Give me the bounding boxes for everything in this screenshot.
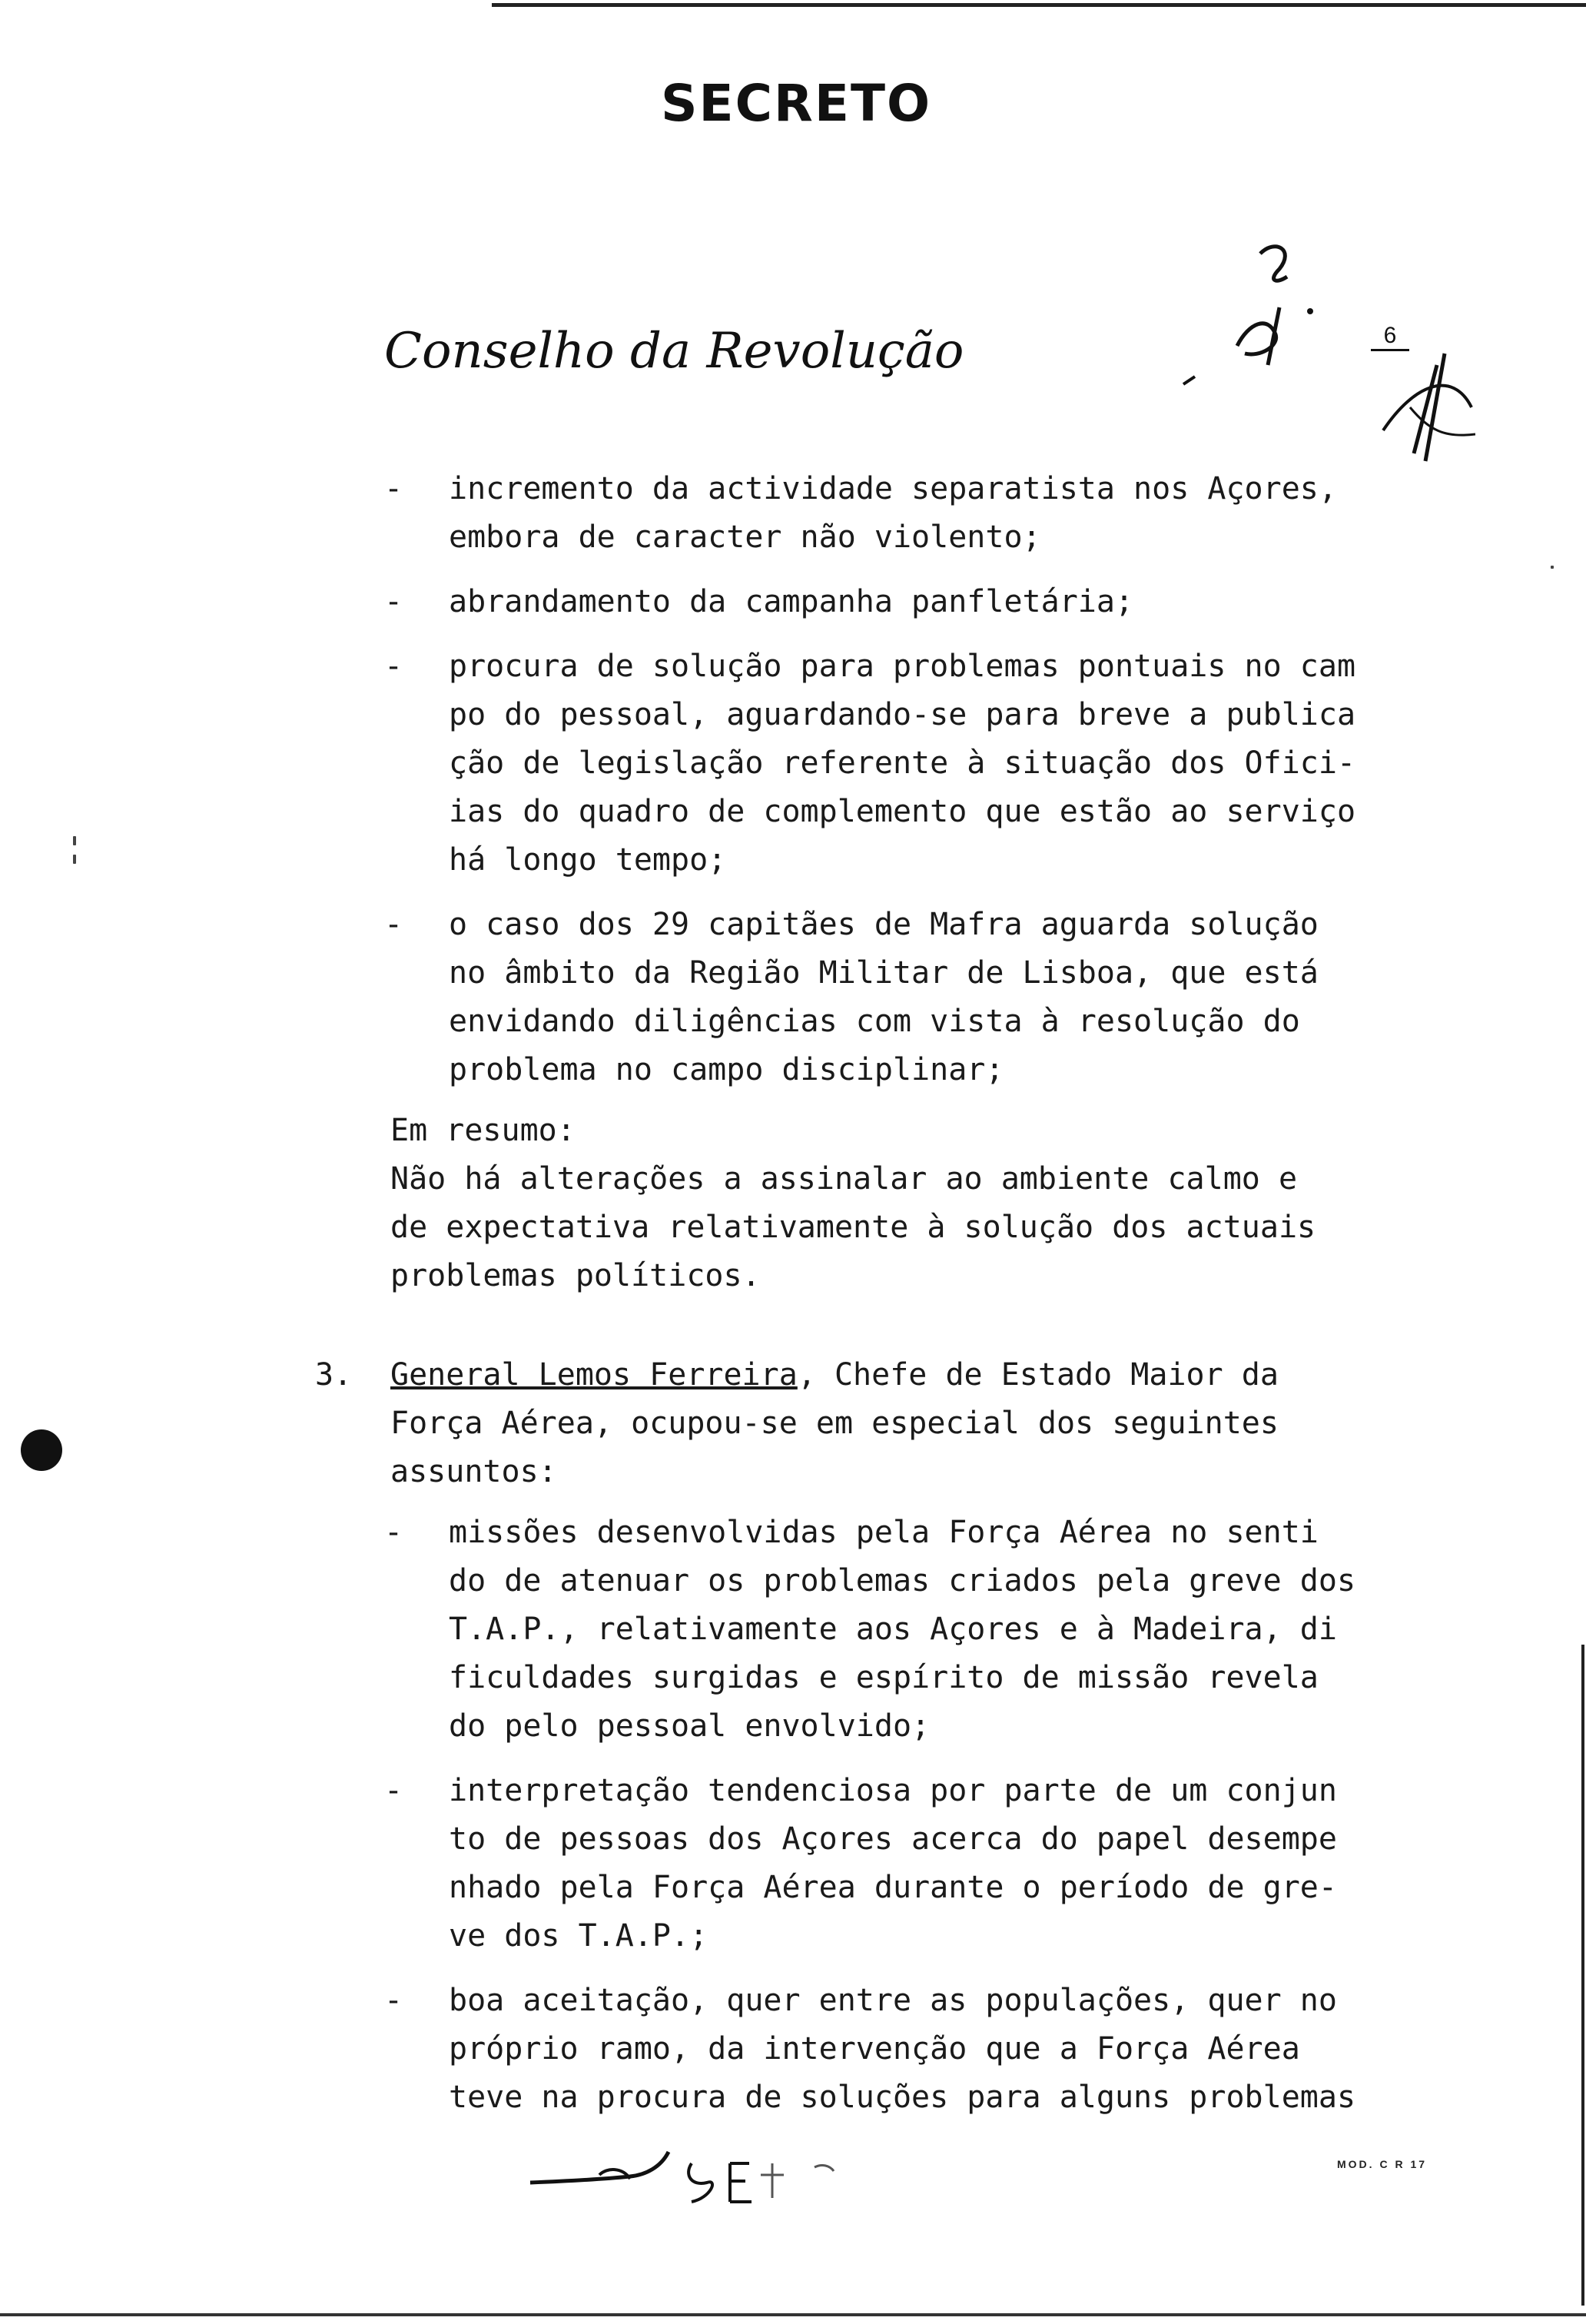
line: envidando diligências com vista à resolução do <box>449 1004 1300 1039</box>
signature-scribble <box>507 2121 907 2213</box>
dash: - <box>384 1515 403 1550</box>
scan-speck <box>1551 566 1554 569</box>
list-item-text <box>449 901 1460 1094</box>
line-rest: , Chefe de Estado Maior da <box>797 1357 1279 1393</box>
line: há longo tempo; <box>449 842 727 878</box>
list-item <box>384 901 1460 1094</box>
line: do pelo pessoal envolvido; <box>449 1708 931 1744</box>
line <box>390 1351 1279 1399</box>
line: embora de caracter não violento; <box>449 520 1041 555</box>
general-name: General Lemos Ferreira <box>390 1357 798 1393</box>
bottom-rule <box>0 2313 1586 2316</box>
list-item <box>384 578 1460 626</box>
scan-speck <box>73 836 76 845</box>
list-item-text <box>449 1509 1460 1751</box>
item-3-list <box>384 1509 1460 2138</box>
list-item <box>384 1977 1460 2122</box>
dash: - <box>384 1983 403 2018</box>
scan-speck <box>73 855 76 864</box>
list-item <box>384 1767 1460 1960</box>
page-number: 6 <box>1371 323 1409 351</box>
right-edge-mark <box>1581 1645 1584 2306</box>
line: Não há alterações a assinalar ao ambiente calmo e <box>390 1161 1298 1197</box>
dash: - <box>384 907 403 942</box>
dash: - <box>384 471 403 506</box>
line: Força Aérea, ocupou-se em especial dos seguintes <box>390 1406 1279 1441</box>
list-item-text <box>449 1767 1460 1960</box>
line: problema no campo disciplinar; <box>449 1052 1004 1087</box>
item-3-intro <box>390 1351 1279 1496</box>
line: teve na procura de soluções para alguns problemas <box>449 2080 1356 2115</box>
handwritten-annotation <box>1122 231 1475 476</box>
summary-text <box>390 1155 1316 1300</box>
line: po do pessoal, aguardando-se para breve a publica <box>449 697 1356 732</box>
line: do de atenuar os problemas criados pela greve dos <box>449 1563 1356 1599</box>
list-item-text <box>449 465 1460 562</box>
line: missões desenvolvidas pela Força Aérea no senti <box>449 1515 1319 1550</box>
line: abrandamento da campanha panfletária; <box>449 584 1134 619</box>
list-item-text <box>449 578 1460 626</box>
list-item <box>384 465 1460 562</box>
line: problemas políticos. <box>390 1258 761 1293</box>
line: boa aceitação, quer entre as populações, quer no <box>449 1983 1337 2018</box>
top-rule <box>492 3 1586 7</box>
classification-header: SECRETO <box>661 74 932 133</box>
summary-heading: Em resumo: <box>390 1113 576 1148</box>
line: ficuldades surgidas e espírito de missão revela <box>449 1660 1319 1695</box>
list-item-text <box>449 1977 1460 2122</box>
dash: - <box>384 649 403 684</box>
line: o caso dos 29 capitães de Mafra aguarda solução <box>449 907 1319 942</box>
line: no âmbito da Região Militar de Lisboa, que está <box>449 955 1319 991</box>
section-a-list <box>384 465 1460 1111</box>
line: ias do quadro de complemento que estão ao serviço <box>449 794 1356 829</box>
line: incremento da actividade separatista nos Açores, <box>449 471 1337 506</box>
line: to de pessoas dos Açores acerca do papel desempe <box>449 1821 1337 1857</box>
line: T.A.P., relativamente aos Açores e à Madeira, di <box>449 1612 1337 1647</box>
dash: - <box>384 584 403 619</box>
line: interpretação tendenciosa por parte de um conjun <box>449 1773 1337 1808</box>
line: ção de legislação referente à situação dos Ofici- <box>449 745 1356 781</box>
dash: - <box>384 1773 403 1808</box>
form-code: MOD. C R 17 <box>1337 2158 1428 2170</box>
line: próprio ramo, da intervenção que a Força Aérea <box>449 2031 1300 2067</box>
item-number: 3. <box>315 1357 353 1393</box>
line: procura de solução para problemas pontuais no cam <box>449 649 1356 684</box>
list-item-text <box>449 642 1460 885</box>
letterhead: Conselho da Revolução <box>384 323 964 380</box>
line: nhado pela Força Aérea durante o período de gre- <box>449 1870 1337 1905</box>
list-item <box>384 1509 1460 1751</box>
line: de expectativa relativamente à solução dos actuais <box>390 1210 1316 1245</box>
list-item <box>384 642 1460 885</box>
line: assuntos: <box>390 1454 557 1489</box>
punch-hole <box>21 1429 62 1471</box>
line: ve dos T.A.P.; <box>449 1918 708 1954</box>
